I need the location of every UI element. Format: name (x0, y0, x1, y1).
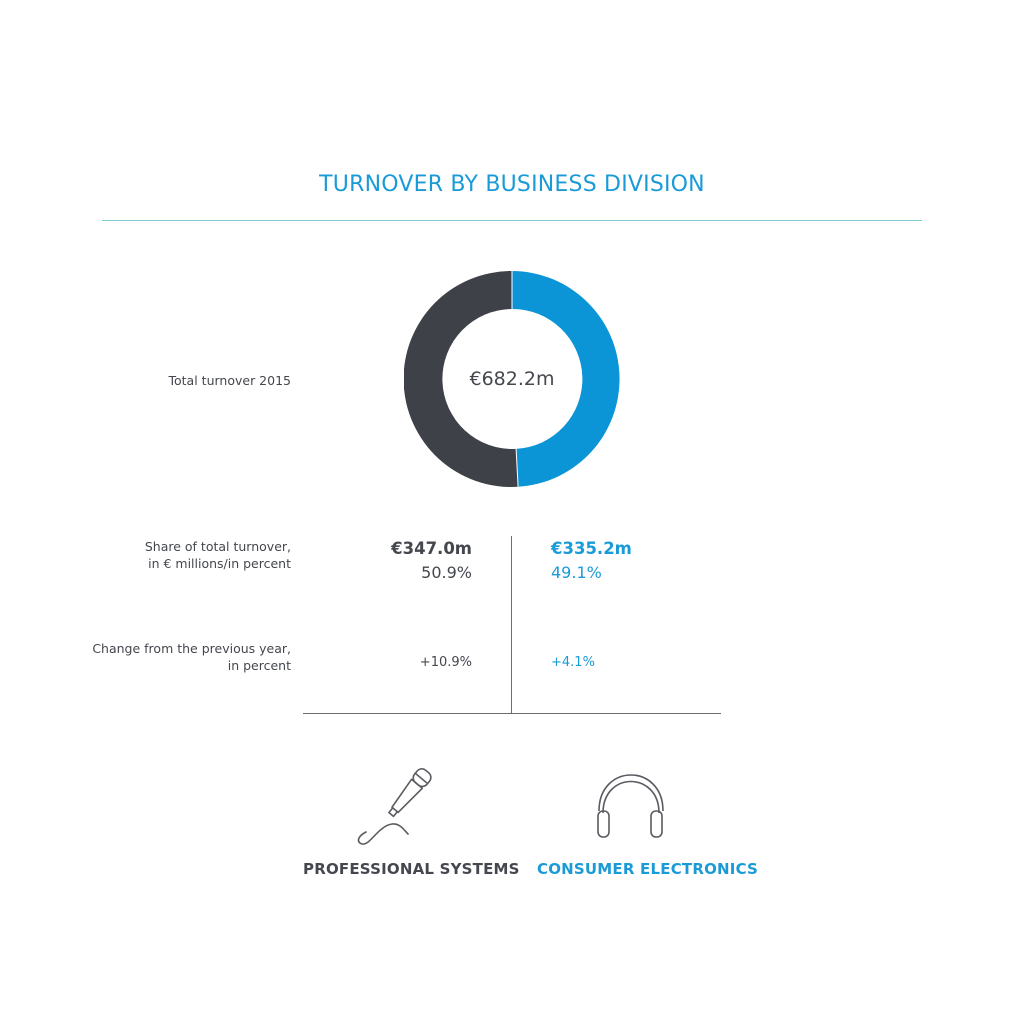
share-label-line2: in € millions/in percent (148, 556, 291, 571)
professional-percent: 50.9% (421, 563, 472, 582)
consumer-change: +4.1% (551, 655, 595, 670)
share-label-line1: Share of total turnover, (144, 539, 291, 554)
chart-title: TURNOVER BY BUSINESS DIVISION (319, 172, 705, 197)
headphones-icon (585, 765, 675, 855)
total-turnover-label: Total turnover 2015 (168, 373, 291, 388)
division-label-consumer-electronics: CONSUMER ELECTRONICS (537, 860, 759, 878)
change-label (91, 640, 291, 674)
consumer-amount: €335.2m (551, 539, 632, 558)
consumer-share (551, 537, 632, 585)
column-divider (511, 536, 512, 714)
professional-change: +10.9% (419, 655, 472, 670)
table-baseline (303, 713, 721, 714)
change-label-line2: in percent (227, 658, 291, 673)
donut-center-total: €682.2m (469, 368, 555, 390)
professional-share (352, 537, 472, 585)
title-divider (102, 220, 922, 221)
share-label (91, 538, 291, 572)
consumer-percent: 49.1% (551, 563, 602, 582)
division-label-professional-systems: PROFESSIONAL SYSTEMS (303, 860, 520, 878)
professional-amount: €347.0m (391, 539, 472, 558)
change-label-line1: Change from the previous year, (92, 641, 291, 656)
microphone-icon (350, 760, 440, 850)
